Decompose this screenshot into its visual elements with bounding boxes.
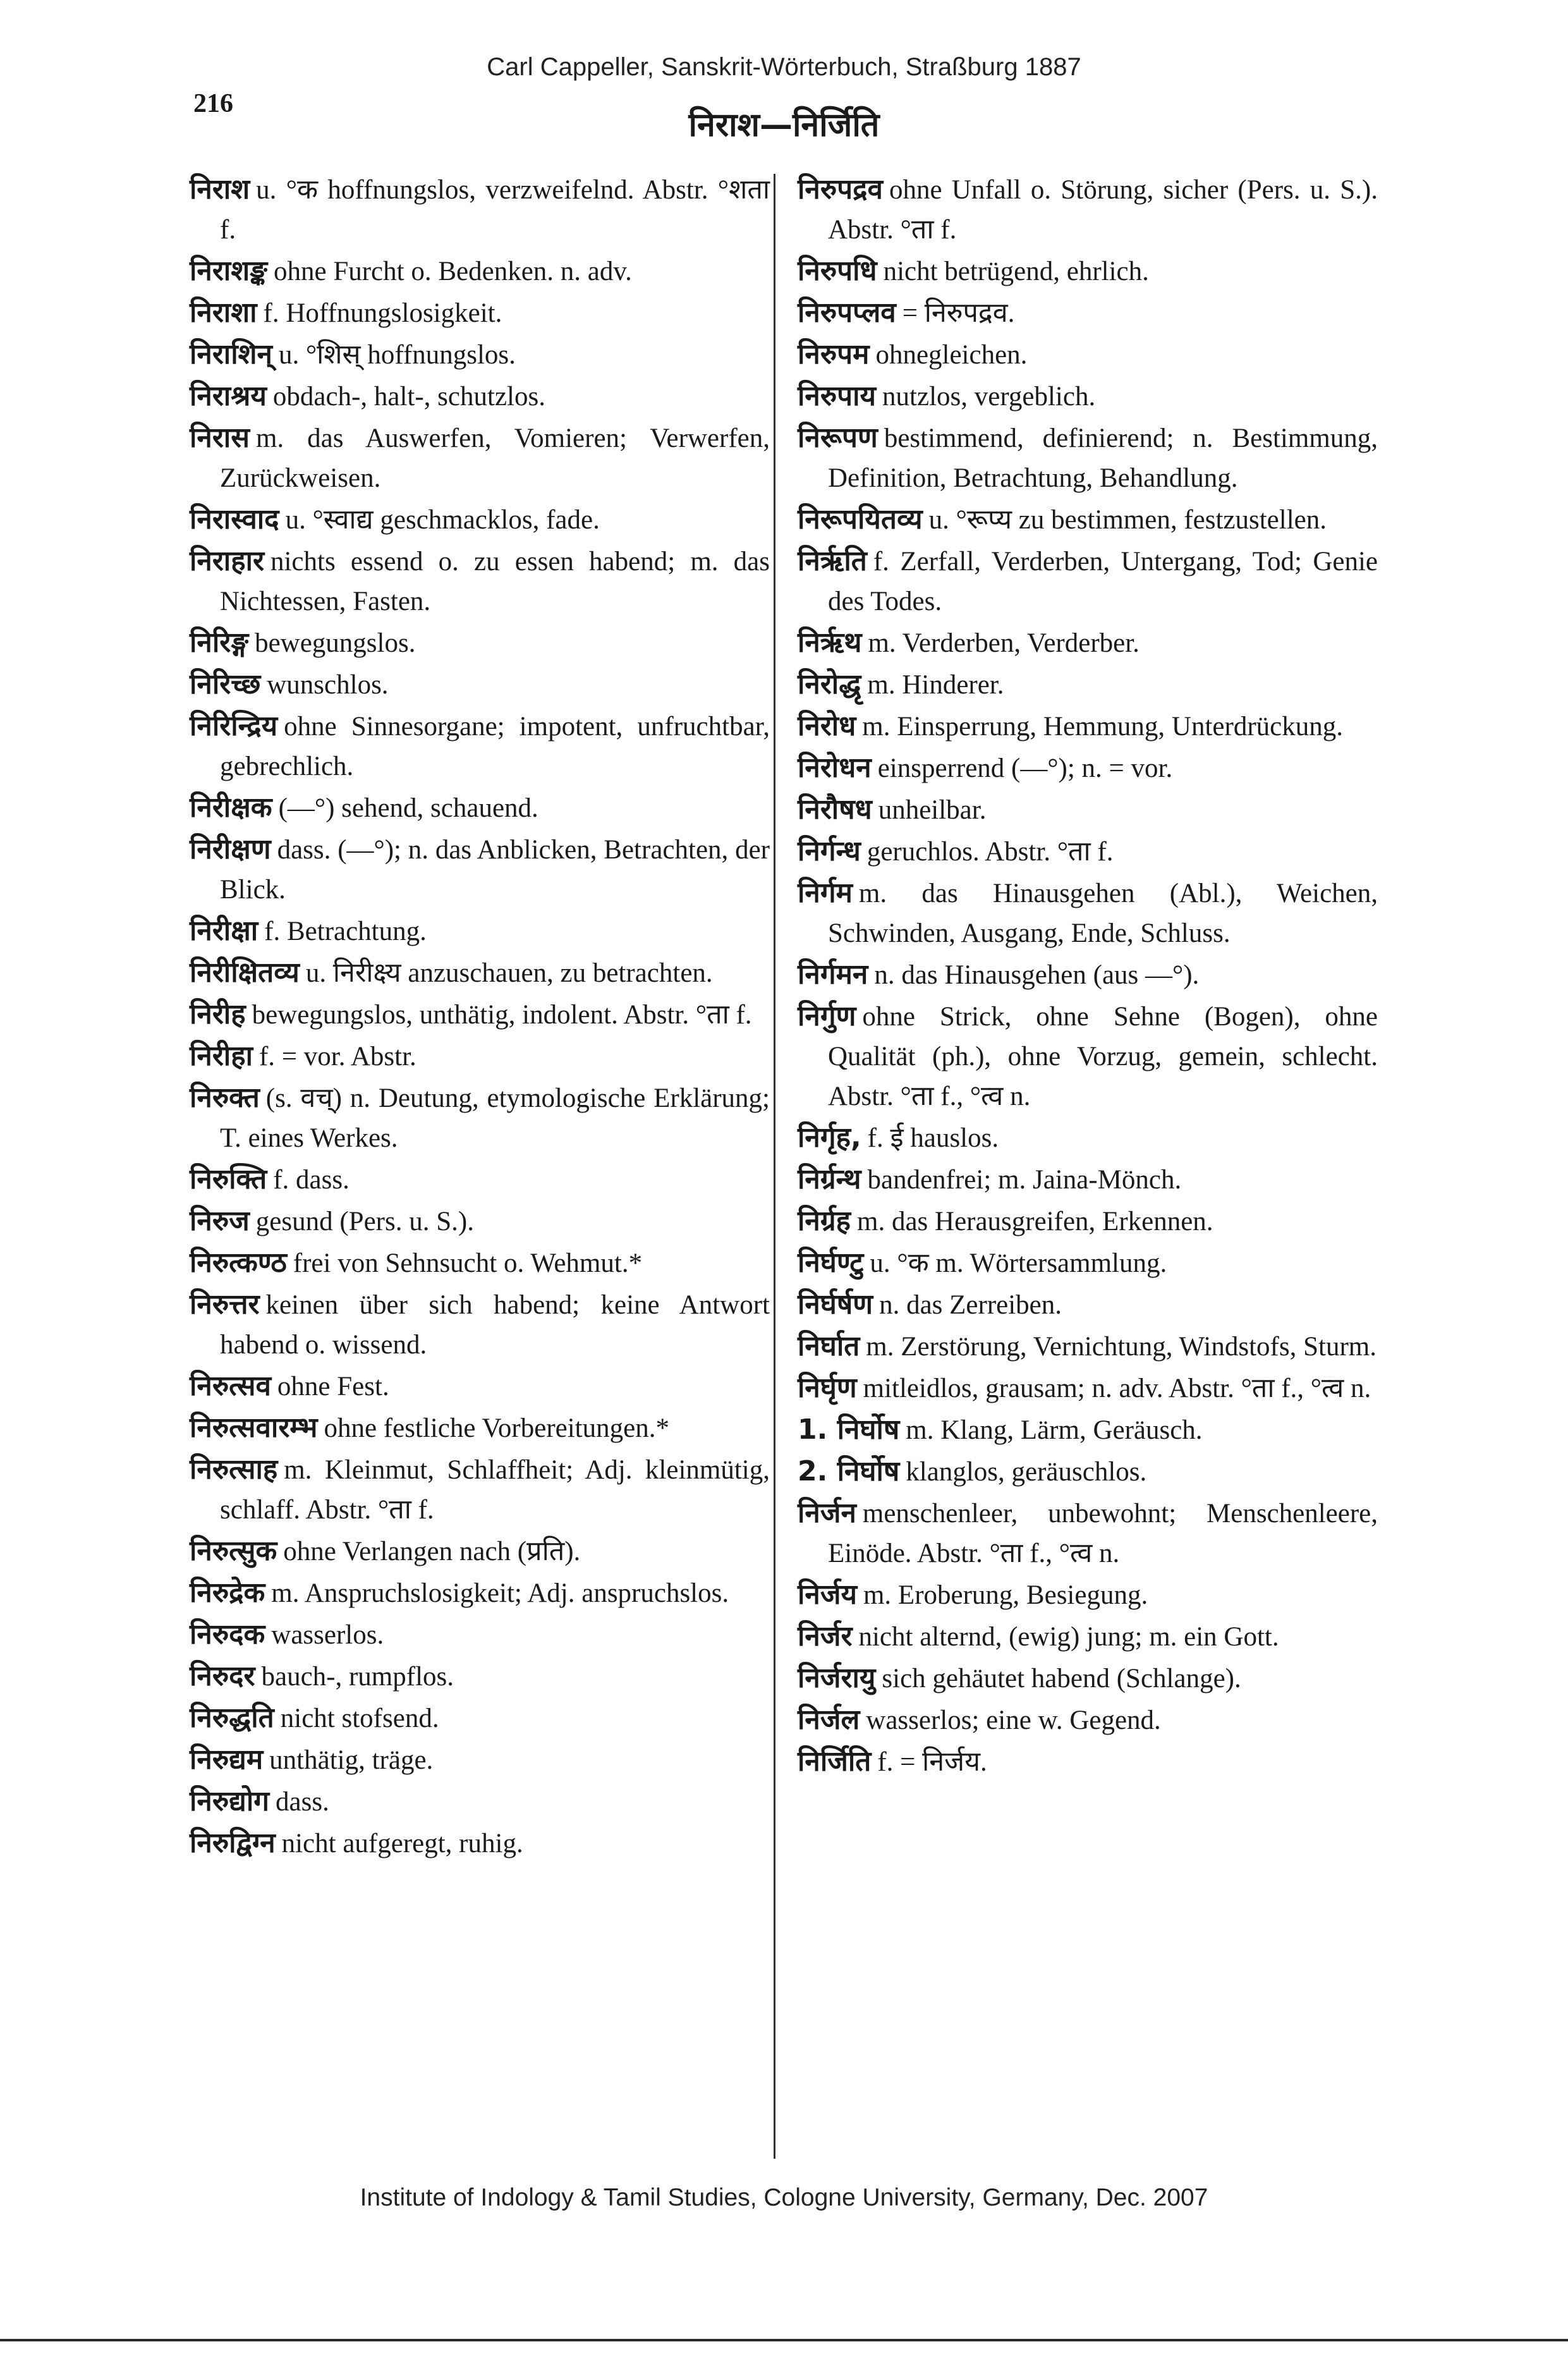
entry-definition: wunschlos. bbox=[267, 670, 389, 700]
dictionary-entry bbox=[798, 748, 1378, 788]
entry-definition: einsperrend (—°); n. = vor. bbox=[877, 753, 1173, 783]
entry-headword: निरुक्ति bbox=[190, 1163, 267, 1195]
entry-headword: निरीह bbox=[190, 998, 246, 1030]
entry-definition: f. = vor. Abstr. bbox=[258, 1042, 416, 1071]
dictionary-entry bbox=[798, 1159, 1378, 1200]
dictionary-entry bbox=[798, 623, 1378, 663]
entry-definition: u. निरीक्ष्य anzuschauen, zu betrachten. bbox=[305, 958, 713, 988]
entry-headword: निरुत्कण्ठ bbox=[190, 1247, 287, 1279]
entry-definition: f. Betrachtung. bbox=[264, 917, 427, 946]
entry-headword: निर्ग्रन्थ bbox=[798, 1163, 861, 1195]
dictionary-entry bbox=[190, 334, 770, 375]
dictionary-entry bbox=[798, 169, 1378, 250]
entry-definition: = निरुपद्रव. bbox=[902, 298, 1015, 328]
entry-definition: f. ई hauslos. bbox=[867, 1123, 999, 1153]
entry-headword: निरुज bbox=[190, 1205, 250, 1237]
dictionary-entry bbox=[190, 418, 770, 498]
dictionary-entry bbox=[190, 706, 770, 786]
entry-headword: निराशिन् bbox=[190, 338, 272, 370]
entry-definition: (—°) sehend, schauend. bbox=[278, 793, 538, 823]
entry-definition: keinen über sich habend; keine Antwort habend o. wissend. bbox=[220, 1290, 770, 1360]
entry-headword: निरुत्साह bbox=[190, 1453, 278, 1486]
left-column bbox=[190, 169, 770, 1865]
entry-definition: bewegungslos. bbox=[255, 628, 416, 658]
headword-range: निराश—निर्जिति bbox=[688, 106, 880, 144]
entry-definition: m. Kleinmut, Schlaffheit; Adj. kleinmütig, schlaff. Abstr. °ता f. bbox=[220, 1455, 770, 1525]
entry-headword: निरुत्सव bbox=[190, 1370, 271, 1402]
entry-headword: निराशा bbox=[190, 296, 257, 329]
dictionary-entry bbox=[798, 706, 1378, 747]
dictionary-entry bbox=[798, 1284, 1378, 1325]
entry-headword: निरिच्छ bbox=[190, 668, 261, 700]
entry-headword: निर्घात bbox=[798, 1330, 860, 1362]
entry-definition: ohne Sinnesorgane; impotent, unfruchtbar, gebrechlich. bbox=[220, 712, 770, 781]
dictionary-entry bbox=[798, 1451, 1378, 1492]
dictionary-entry bbox=[190, 1614, 770, 1655]
dictionary-entry bbox=[190, 953, 770, 993]
entry-headword: निराश्रय bbox=[190, 380, 267, 412]
entry-headword: 2. निर्घोष bbox=[798, 1455, 900, 1487]
entry-headword: निर्घर्षण bbox=[798, 1288, 873, 1321]
column-divider bbox=[774, 174, 775, 2159]
entry-headword: निरूपयितव्य bbox=[798, 503, 923, 535]
right-column bbox=[798, 169, 1378, 1783]
dictionary-entry bbox=[798, 1742, 1378, 1782]
entry-definition: n. das Hinausgehen (aus —°). bbox=[874, 960, 1200, 990]
dictionary-entry bbox=[798, 1201, 1378, 1242]
entry-definition: f. Hoffnungslosigkeit. bbox=[263, 298, 502, 328]
entry-headword: निर्जल bbox=[798, 1704, 860, 1736]
entry-definition: frei von Sehnsucht o. Wehmut.* bbox=[293, 1248, 643, 1278]
dictionary-entry bbox=[798, 251, 1378, 291]
entry-headword: निरिङ्ग bbox=[190, 626, 249, 659]
entry-definition: dass. (—°); n. das Anblicken, Betrachten, der Blick. bbox=[220, 835, 770, 905]
dictionary-entry bbox=[798, 418, 1378, 498]
dictionary-entry bbox=[190, 251, 770, 291]
entry-headword: निर्ऋति bbox=[798, 545, 867, 577]
dictionary-entry bbox=[190, 1036, 770, 1077]
entry-headword: निर्जिति bbox=[798, 1745, 872, 1778]
entry-definition: nichts essend o. zu essen habend; m. das Nichtessen, Fasten. bbox=[220, 547, 770, 616]
dictionary-entry bbox=[190, 1823, 770, 1864]
entry-definition: m. Anspruchslosigkeit; Adj. anspruchslos. bbox=[271, 1578, 729, 1608]
entry-headword: निरुपधि bbox=[798, 255, 877, 287]
entry-headword: निर्जर bbox=[798, 1620, 853, 1652]
entry-headword: निरोद्धृ bbox=[798, 668, 861, 700]
entry-definition: m. Einsperrung, Hemmung, Unterdrückung. bbox=[862, 712, 1343, 741]
entry-definition: sich gehäutet habend (Schlange). bbox=[882, 1664, 1241, 1693]
entry-headword: निरुद्विग्न bbox=[190, 1827, 276, 1859]
entry-headword: निरुद्योग bbox=[190, 1785, 270, 1817]
dictionary-entry bbox=[190, 1078, 770, 1158]
dictionary-entry bbox=[798, 1658, 1378, 1699]
dictionary-entry bbox=[190, 1159, 770, 1200]
dictionary-entry bbox=[190, 1408, 770, 1448]
entry-definition: nicht aufgeregt, ruhig. bbox=[281, 1829, 523, 1858]
entry-headword: निर्घृण bbox=[798, 1372, 857, 1404]
entry-definition: ohne Verlangen nach (प्रति). bbox=[283, 1537, 581, 1566]
dictionary-entry bbox=[798, 790, 1378, 830]
dictionary-entry bbox=[190, 1243, 770, 1283]
entry-headword: निराशङ्क bbox=[190, 255, 267, 287]
entry-headword: निरौषध bbox=[798, 793, 872, 826]
entry-definition: u. °स्वाद्य geschmacklos, fade. bbox=[285, 505, 600, 535]
entry-headword: निरूपण bbox=[798, 422, 878, 454]
entry-definition: u. °रूप्य zu bestimmen, festzustellen. bbox=[928, 505, 1327, 535]
dictionary-entry bbox=[798, 1326, 1378, 1367]
entry-definition: nicht stofsend. bbox=[280, 1704, 439, 1733]
entry-definition: wasserlos. bbox=[271, 1620, 384, 1650]
dictionary-entry bbox=[798, 1575, 1378, 1615]
dictionary-entry bbox=[190, 1781, 770, 1822]
entry-definition: bewegungslos, unthätig, indolent. Abstr. °ता f. bbox=[252, 1000, 752, 1030]
dictionary-entry bbox=[190, 1201, 770, 1242]
dictionary-entry bbox=[798, 831, 1378, 872]
entry-headword: निरुक्त bbox=[190, 1082, 260, 1114]
entry-headword: निराश bbox=[190, 173, 250, 205]
entry-definition: wasserlos; eine w. Gegend. bbox=[866, 1705, 1161, 1735]
entry-definition: u. °क hoffnungslos, verzweifelnd. Abstr. °शता f. bbox=[220, 175, 770, 245]
entry-definition: m. Zerstörung, Vernichtung, Windstofs, Sturm. bbox=[866, 1332, 1377, 1362]
dictionary-entry bbox=[798, 293, 1378, 333]
dictionary-entry bbox=[190, 829, 770, 910]
dictionary-entry bbox=[190, 664, 770, 705]
entry-headword: निरिन्द्रिय bbox=[190, 710, 278, 742]
dictionary-entry bbox=[798, 1118, 1378, 1158]
entry-definition: mitleidlos, grausam; n. adv. Abstr. °ता f., °त्व n. bbox=[863, 1374, 1371, 1403]
entry-definition: obdach-, halt-, schutzlos. bbox=[272, 382, 545, 412]
entry-definition: gesund (Pers. u. S.). bbox=[255, 1207, 474, 1236]
entry-headword: निरुद्यम bbox=[190, 1743, 264, 1776]
dictionary-entry bbox=[190, 1573, 770, 1613]
dictionary-entry bbox=[798, 1410, 1378, 1450]
entry-headword: निरीक्षण bbox=[190, 833, 271, 865]
entry-definition: unthätig, träge. bbox=[269, 1745, 434, 1775]
entry-headword: निरुत्तर bbox=[190, 1288, 260, 1321]
dictionary-entry bbox=[798, 376, 1378, 417]
entry-headword: निरुदर bbox=[190, 1660, 255, 1692]
entry-definition: m. Verderben, Verderber. bbox=[868, 628, 1140, 658]
entry-headword: निरास bbox=[190, 422, 250, 454]
entry-definition: (s. वच्) n. Deutung, etymologische Erklärung; T. eines Werkes. bbox=[220, 1083, 770, 1153]
dictionary-entry bbox=[190, 1656, 770, 1697]
entry-definition: klanglos, geräuschlos. bbox=[906, 1457, 1147, 1487]
dictionary-entry bbox=[798, 541, 1378, 621]
entry-headword: निर्गम bbox=[798, 877, 853, 909]
entry-definition: n. das Zerreiben. bbox=[879, 1290, 1062, 1320]
entry-definition: m. Eroberung, Besiegung. bbox=[863, 1580, 1148, 1610]
entry-definition: f. dass. bbox=[273, 1165, 349, 1195]
dictionary-entry bbox=[190, 293, 770, 333]
entry-definition: nutzlos, vergeblich. bbox=[882, 382, 1096, 412]
dictionary-entry bbox=[798, 955, 1378, 995]
entry-definition: ohne Furcht o. Bedenken. n. adv. bbox=[273, 257, 632, 286]
dictionary-entry bbox=[190, 1366, 770, 1406]
dictionary-entry bbox=[190, 169, 770, 250]
page-number: 216 bbox=[193, 89, 233, 118]
dictionary-entry bbox=[798, 1493, 1378, 1573]
dictionary-entry bbox=[190, 1740, 770, 1780]
entry-headword: निरुत्सवारम्भ bbox=[190, 1412, 318, 1444]
dictionary-entry bbox=[798, 334, 1378, 375]
entry-headword: निर्ऋथ bbox=[798, 626, 862, 659]
entry-definition: nicht alternd, (ewig) jung; m. ein Gott. bbox=[858, 1622, 1279, 1652]
entry-headword: निरीहा bbox=[190, 1040, 253, 1072]
footer-note: Institute of Indology & Tamil Studies, Cologne University, Germany, Dec. 2007 bbox=[360, 2184, 1208, 2211]
entry-headword: निरुपद्रव bbox=[798, 173, 883, 205]
dictionary-entry bbox=[798, 1616, 1378, 1657]
entry-headword: निर्गन्ध bbox=[798, 835, 861, 867]
entry-definition: u. °शिस् hoffnungslos. bbox=[278, 340, 516, 370]
entry-headword: निरास्वाद bbox=[190, 503, 279, 535]
entry-headword: निर्गृह, bbox=[798, 1121, 861, 1154]
entry-headword: निर्जय bbox=[798, 1578, 857, 1611]
dictionary-entry bbox=[190, 499, 770, 540]
dictionary-entry bbox=[798, 996, 1378, 1116]
entry-definition: nicht betrügend, ehrlich. bbox=[883, 257, 1149, 286]
dictionary-entry bbox=[798, 873, 1378, 953]
entry-definition: ohne Strick, ohne Sehne (Bogen), ohne Qualität (ph.), ohne Vorzug, gemein, schlecht. Abstr. °ता f., °त्व n. bbox=[828, 1002, 1378, 1111]
dictionary-entry bbox=[190, 541, 770, 621]
entry-headword: निर्ग्रह bbox=[798, 1205, 851, 1237]
dictionary-entry bbox=[190, 1531, 770, 1571]
entry-definition: ohne festliche Vorbereitungen.* bbox=[324, 1413, 669, 1443]
dictionary-entry bbox=[798, 1368, 1378, 1408]
entry-headword: निरुद्धति bbox=[190, 1702, 274, 1734]
dictionary-entry bbox=[798, 1700, 1378, 1740]
entry-headword: निरुपम bbox=[798, 338, 870, 370]
scan-edge bbox=[0, 2339, 1568, 2341]
entry-definition: f. Zerfall, Verderben, Untergang, Tod; Genie des Todes. bbox=[828, 547, 1378, 616]
entry-headword: निर्घण्टु bbox=[798, 1247, 864, 1279]
dictionary-entry bbox=[190, 1284, 770, 1365]
entry-definition: ohne Unfall o. Störung, sicher (Pers. u. S.). Abstr. °ता f. bbox=[828, 175, 1378, 245]
entry-headword: निरीक्षक bbox=[190, 791, 272, 824]
entry-definition: m. Klang, Lärm, Geräusch. bbox=[906, 1415, 1203, 1445]
entry-headword: निरोध bbox=[798, 710, 856, 742]
entry-headword: निर्गुण bbox=[798, 1000, 856, 1032]
entry-headword: निर्जरायु bbox=[798, 1662, 876, 1694]
source-citation: Carl Cappeller, Sanskrit-Wörterbuch, Straßburg 1887 bbox=[487, 53, 1081, 81]
entry-headword: निराहार bbox=[190, 545, 264, 577]
entry-definition: bauch-, rumpflos. bbox=[261, 1662, 454, 1692]
dictionary-entry bbox=[190, 994, 770, 1035]
dictionary-entry bbox=[190, 623, 770, 663]
dictionary-entry bbox=[190, 788, 770, 828]
dictionary-entry bbox=[798, 664, 1378, 705]
entry-headword: निरोधन bbox=[798, 752, 872, 784]
entry-definition: m. das Hinausgehen (Abl.), Weichen, Schwinden, Ausgang, Ende, Schluss. bbox=[828, 879, 1378, 948]
dictionary-entry bbox=[190, 376, 770, 417]
entry-definition: ohnegleichen. bbox=[875, 340, 1028, 370]
entry-definition: dass. bbox=[276, 1787, 329, 1817]
entry-headword: निरुद्रेक bbox=[190, 1577, 265, 1609]
entry-headword: निरीक्षितव्य bbox=[190, 956, 300, 989]
dictionary-entry bbox=[190, 911, 770, 951]
entry-headword: निरुत्सुक bbox=[190, 1535, 277, 1567]
dictionary-entry bbox=[798, 499, 1378, 540]
dictionary-entry bbox=[190, 1698, 770, 1738]
entry-definition: unheilbar. bbox=[878, 795, 987, 825]
entry-headword: निर्गमन bbox=[798, 958, 868, 991]
entry-definition: u. °क m. Wörtersammlung. bbox=[870, 1248, 1167, 1278]
entry-definition: geruchlos. Abstr. °ता f. bbox=[866, 837, 1114, 867]
entry-definition: menschenleer, unbewohnt; Menschenleere, Einöde. Abstr. °ता f., °त्व n. bbox=[828, 1499, 1378, 1568]
entry-headword: निरुपप्लव bbox=[798, 296, 896, 329]
entry-definition: f. = निर्जय. bbox=[877, 1747, 987, 1777]
entry-definition: bestimmend, definierend; n. Bestimmung, Definition, Betrachtung, Behandlung. bbox=[828, 424, 1378, 493]
entry-headword: निरुदक bbox=[190, 1618, 265, 1650]
entry-definition: bandenfrei; m. Jaina-Mönch. bbox=[867, 1165, 1182, 1195]
entry-headword: 1. निर्घोष bbox=[798, 1413, 900, 1446]
dictionary-entry bbox=[798, 1243, 1378, 1283]
entry-definition: m. das Auswerfen, Vomieren; Verwerfen, Zurückweisen. bbox=[220, 424, 770, 493]
entry-headword: निर्जन bbox=[798, 1497, 856, 1529]
entry-headword: निरीक्षा bbox=[190, 915, 258, 947]
entry-headword: निरुपाय bbox=[798, 380, 877, 412]
entry-definition: m. das Herausgreifen, Erkennen. bbox=[857, 1207, 1213, 1236]
entry-definition: ohne Fest. bbox=[277, 1372, 389, 1401]
entry-definition: m. Hinderer. bbox=[867, 670, 1004, 700]
dictionary-entry bbox=[190, 1449, 770, 1530]
